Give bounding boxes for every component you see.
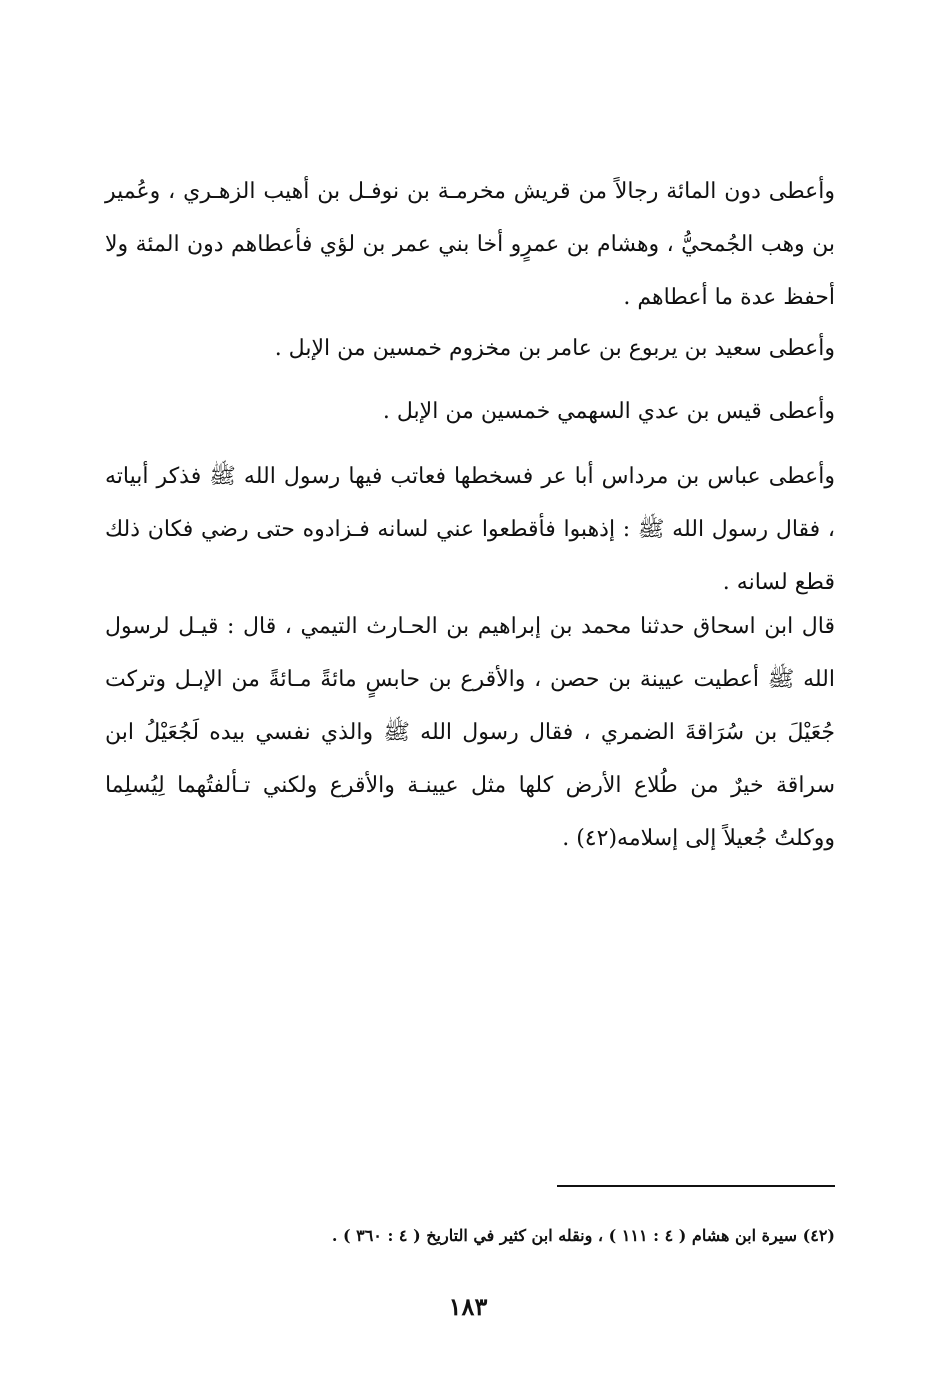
paragraph-5: قال ابن اسحاق حدثنا محمد بن إبراهيم بن الحـارث التيمي ، قال : قيـل لرسول الله ﷺ أعطيت عيينة بن حصن ، والأقرع بن حابسٍ مائةً مـائةً من الإبـل وتركت جُعَيْلَ بن سُرَاقةَ الضمري ، فقال رسول الله ﷺ والذي نفسي بيده لَجُعَيْلُ ابن سراقة خيرٌ من طُلاع الأرض كلها مثل عيينـة والأقرع ولكني تـألفتُهما لِيُسلِما ووكلتُ جُعيلاً إلى إسلامه(٤٢) .: [105, 614, 835, 851]
paragraph-4: وأعطى عباس بن مرداس أبا عر فسخطها فعاتب فيها رسول الله ﷺ فذكر أبياته ، فقال رسول الله ﷺ : إذهبوا فأقطعوا عني لسانه فـزادوه حتى رضي فكان ذلك قطع لسانه .: [105, 464, 835, 595]
paragraph-2: وأعطى سعيد بن يربوع بن عامر بن مخزوم خمسين من الإبل .: [274, 336, 835, 361]
footnote: (٤٢) سيرة ابن هشام ( ٤ : ١١١ ) ، ونقله ابن كثير في التاريخ ( ٤ : ٣٦٠ ) .: [331, 1226, 835, 1245]
footnote-divider: [557, 1185, 835, 1187]
paragraph-1: وأعطى دون المائة رجالاً من قريش مخرمـة بن نوفـل بن أهيب الزهـري ، وعُمير بن وهب الجُمحيُّ ، وهشام بن عمرٍو أخا بني عمر بن لؤي فأعطاهم دون المئة ولا أحفظ عدة ما أعطاهم .: [105, 179, 835, 310]
page-number: ١٨٣: [448, 1292, 488, 1321]
paragraph-3: وأعطى قيس بن عدي السهمي خمسين من الإبل .: [382, 399, 835, 424]
